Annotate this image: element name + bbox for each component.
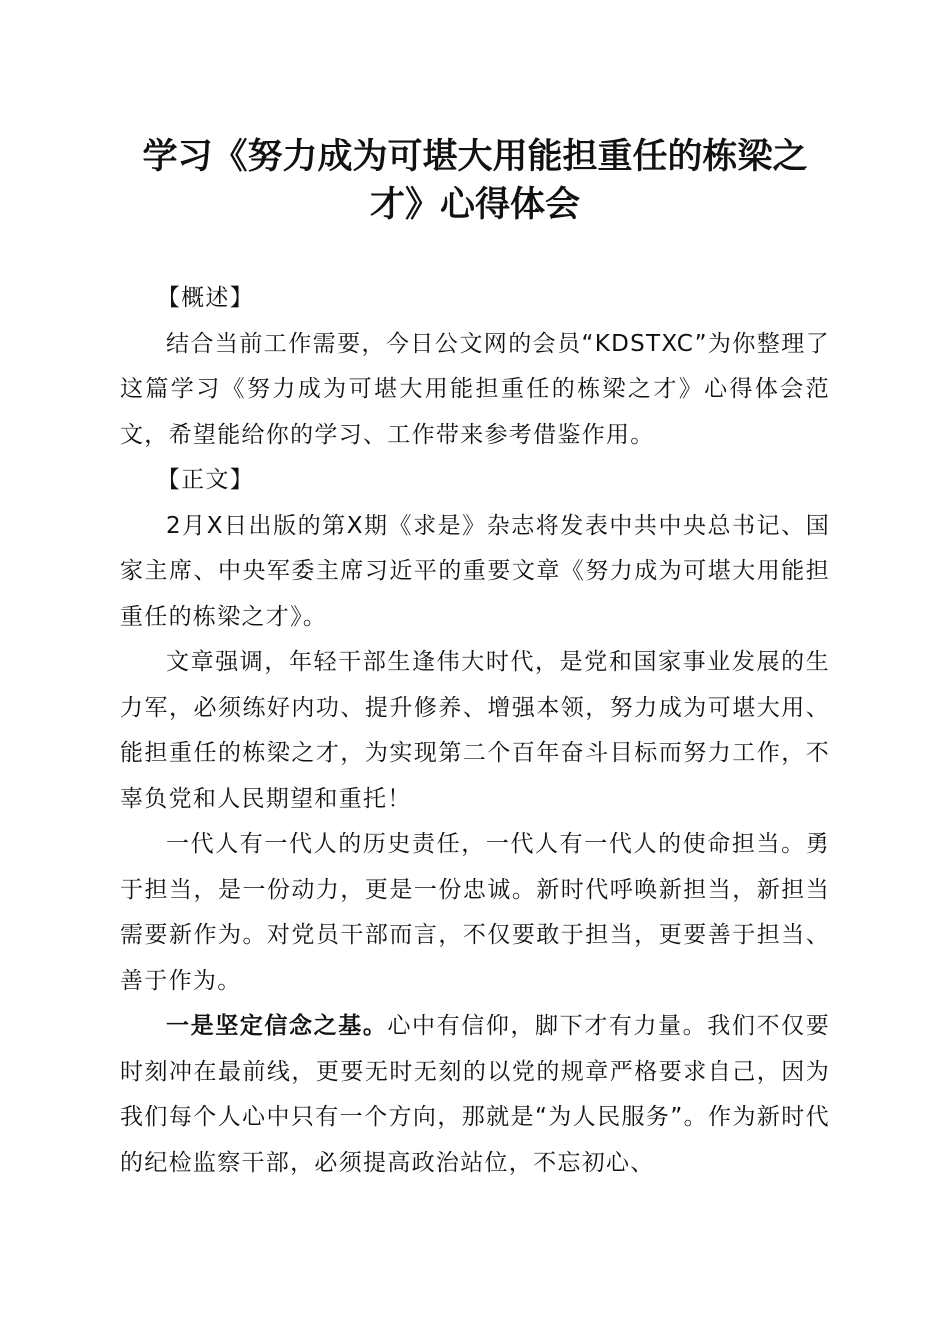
point-one-paragraph [120, 1004, 830, 1186]
overview-paragraph: 结合当前工作需要，今日公文网的会员“KDSTXC”为你整理了这篇学习《努力成为可堪大用能担重任的栋梁之才》心得体会范文，希望能给你的学习、工作带来参考借鉴作用。 [120, 330, 830, 448]
body-paragraph-1: 2月X日出版的第X期《求是》杂志将发表中共中央总书记、国家主席、中央军委主席习近平的重要文章《努力成为可堪大用能担重任的栋梁之才》。 [120, 512, 830, 630]
document-title: 学习《努力成为可堪大用能担重任的栋梁之才》心得体会 [142, 136, 808, 225]
overview-heading: 【概述】 [156, 285, 254, 311]
body-paragraph-2: 文章强调，年轻干部生逢伟大时代，是党和国家事业发展的生力军，必须练好内功、提升修养、增强本领，努力成为可堪大用、能担重任的栋梁之才，为实现第二个百年奋斗目标而努力工作，不辜负党和人民期望和重托！ [120, 649, 830, 812]
body-heading: 【正文】 [156, 467, 254, 493]
point-one-text: 心中有信仰，脚下才有力量。我们不仅要时刻冲在最前线，更要无时无刻的以党的规章严格要求自己，因为我们每个人心中只有一个方向，那就是“为人民服务”。作为新时代的纪检监察干部，必须提高政治站位，不忘初心、 [120, 1013, 830, 1176]
point-one-lead: 一是坚定信念之基。 [166, 1013, 388, 1039]
document-body [120, 276, 830, 1186]
body-paragraph-3: 一代人有一代人的历史责任，一代人有一代人的使命担当。勇于担当，是一份动力，更是一份忠诚。新时代呼唤新担当，新担当需要新作为。对党员干部而言，不仅要敢于担当，更要善于担当、善于作为。 [120, 831, 830, 994]
